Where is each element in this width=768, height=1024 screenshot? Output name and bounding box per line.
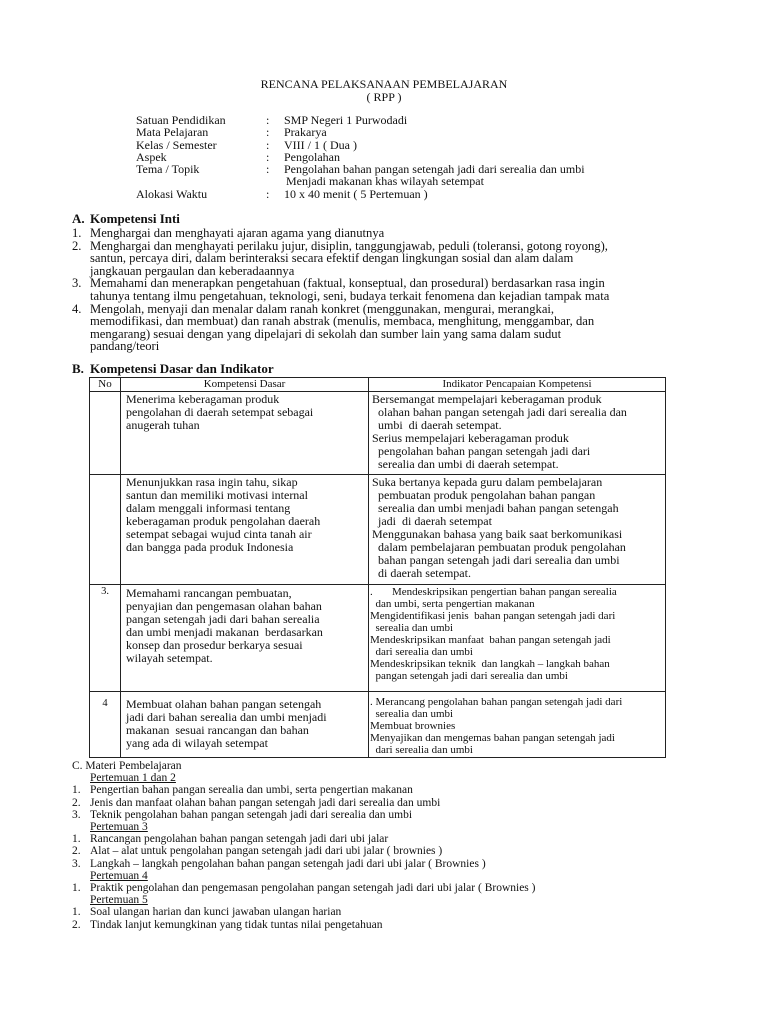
list-item [72,227,678,240]
cell-line: . Mendeskripsikan pengertian bahan pangan serealia [370,586,617,598]
cell-line: Serius mempelajari keberagaman produk [372,431,569,445]
cell-line: pengolahan di daerah setempat sebagai [126,405,314,419]
table-row-number: 3. [101,586,109,597]
list-item [72,809,672,821]
cell-line: konsep dan prosedur berkarya sesuai [126,638,303,652]
table-header-indikator: Indikator Pencapaian Kompetensi [442,378,592,390]
list-text: Soal ulangan harian dan kunci jawaban ulangan harian [90,906,342,919]
identity-colon: : [266,186,270,201]
list-number: 1. [72,833,81,846]
identity-colon: : [266,137,270,152]
list-text: Jenis dan manfaat olahan bahan pangan setengah jadi dari serealia dan umbi [90,796,441,809]
cell-line: serealia dan umbi menjadi bahan pangan setengah [372,501,619,515]
list-number: 2. [72,796,81,809]
cell-line: Menyajikan dan mengemas bahan pangan setengah jadi [370,732,615,744]
table-cell-kd [126,698,327,750]
list-item [72,858,672,870]
table-divider [90,691,665,692]
table-divider [90,584,665,585]
list-number: 2. [72,238,82,253]
table-cell-indikator [370,696,622,756]
cell-line: penyajian dan pengemasan olahan bahan [126,599,322,613]
list-number: 2. [72,918,81,931]
cell-line: Mendeskripsikan teknik dan langkah – langkah bahan [370,658,610,670]
cell-line: dari serealia dan umbi [370,646,473,658]
identity-colon: : [266,162,270,177]
list-text: pandang/teori [90,339,160,354]
document-title: RENCANA PELAKSANAAN PEMBELAJARAN [260,77,508,91]
list-item [72,882,672,894]
cell-line: Membuat olahan bahan pangan setengah [126,697,322,711]
cell-line: serealia dan umbi [370,708,454,720]
cell-line: Menunjukkan rasa ingin tahu, sikap [126,475,298,489]
meeting-title: Pertemuan 3 [90,821,148,834]
cell-line: dalam menggali informasi tentang [126,501,291,515]
identity-value: Pengolahan [284,149,340,164]
cell-line: Mengidentifikasi jenis bahan pangan setengah jadi dari [370,610,616,622]
cell-line: dalam pembelajaran pembuatan produk pengolahan [372,540,626,554]
cell-line: pangan setengah jadi dari bahan serealia [126,612,320,626]
materi-pembelajaran [72,760,672,931]
cell-line: Mendeskripsikan manfaat bahan pangan setengah jadi [370,634,611,646]
cell-line: makanan sesuai rancangan dan bahan [126,723,309,737]
cell-line: olahan bahan pangan setengah jadi dari serealia dan [372,405,627,419]
table-header-kd: Kompetensi Dasar [203,378,286,390]
list-text: Tindak lanjut kemungkinan yang tidak tuntas nilai pengetahuan [90,918,383,931]
list-text: santun, percaya diri, dalam berinteraksi secara efektif dengan lingkungan sosial dan alam dalam [90,251,574,266]
identity-value: Pengolahan bahan pangan setengah jadi dari serealia dan umbi [284,162,585,177]
table-row-number: 4 [102,698,108,709]
list-text: mengarang) sesuai dengan yang dipelajari di sekolah dan sumber lain yang sama dalam sudut [90,326,562,341]
cell-line: keberagaman produk pengolahan daerah [126,514,321,528]
list-item [72,845,672,857]
cell-line: wilayah setempat. [126,651,213,665]
list-text: Menghargai dan menghayati perilaku jujur, disiplin, tanggungjawab, peduli (toleransi, gotong royong), [90,238,608,253]
identity-label: Satuan Pendidikan [136,113,226,127]
cell-line: Suka bertanya kepada guru dalam pembelajaran [372,475,603,489]
list-text: jangkauan pergaulan dan keberadaannya [90,263,295,278]
identity-label: Tema / Topik [136,162,200,177]
list-item [72,303,678,353]
cell-line: serealia dan umbi di daerah setempat. [372,457,559,471]
list-number: 1. [72,906,81,919]
identity-label: Kelas / Semester [136,137,217,152]
list-text: memodifikasi, dan membuat) dan ranah abstrak (menulis, membaca, menghitung, menggambar, dan [90,314,595,329]
list-text: Langkah – langkah pengolahan bahan pangan setengah jadi dari ubi jalar ( Brownies ) [90,857,486,870]
list-number: 3. [72,276,82,291]
section-title: Kompetensi Dasar dan Indikator [90,361,274,376]
list-text: Teknik pengolahan bahan pangan setengah jadi dari serealia dan umbi [90,808,413,821]
kompetensi-table [89,377,666,758]
list-text: Mengolah, menyaji dan menalar dalam ranah konkret (menggunakan, mengurai, merangkai, [90,301,555,316]
list-text: Pengertian bahan pangan serealia dan umbi, serta pengertian makanan [90,784,413,797]
cell-line: bahan pangan setengah jadi dari serealia dan umbi [372,553,620,567]
identity-value: VIII / 1 ( Dua ) [284,137,357,152]
section-b-heading [72,362,274,376]
list-number: 3. [72,857,81,870]
cell-line: serealia dan umbi [370,622,454,634]
list-text: Menghargai dan menghayati ajaran agama yang dianutnya [90,226,385,240]
table-cell-indikator [370,586,617,682]
list-text: Alat – alat untuk pengolahan pangan setengah jadi dari ubi jalar ( brownies ) [90,845,443,858]
cell-line: jadi dari bahan serealia dan umbi menjadi [126,710,327,724]
cell-line: Bersemangat mempelajari keberagaman produk [372,392,602,406]
identity-colon: : [266,149,270,164]
cell-line: Menggunakan bahasa yang baik saat berkomunikasi [372,527,623,541]
list-text: Praktik pengolahan dan pengemasan pengolahan pangan setengah jadi dari ubi jalar ( Brownies ) [90,882,536,895]
list-item [72,919,672,931]
cell-line: dari serealia dan umbi [370,744,473,756]
section-c-heading: C. Materi Pembelajaran [72,760,182,772]
list-number: 3. [72,808,81,821]
cell-line: santun dan memiliki motivasi internal [126,488,308,502]
list-item [72,833,672,845]
section-title: Kompetensi Inti [90,211,180,226]
cell-line: anugerah tuhan [126,418,200,432]
table-divider [368,378,369,757]
cell-line: jadi di daerah setempat [372,514,492,528]
cell-line: setempat sebagai wujud cinta tanah air [126,527,312,541]
cell-line: . Merancang pengolahan bahan pangan setengah jadi dari [370,696,623,708]
list-text: Memahami dan menerapkan pengetahuan (faktual, konseptual, dan prosedural) berdasarkan rasa ingin [90,276,605,291]
list-item [72,240,678,278]
identity-label: Alokasi Waktu [136,186,208,201]
cell-line: Memahami rancangan pembuatan, [126,586,292,600]
list-item [72,784,672,796]
identity-value: Prakarya [284,125,327,140]
identity-value: Menjadi makanan khas wilayah setempat [286,174,484,189]
cell-line: pembuatan produk pengolahan bahan pangan [372,488,596,502]
section-letter: A. [72,211,85,226]
table-header-no: No [98,378,112,390]
meeting-title: Pertemuan 5 [90,894,148,907]
cell-line: di daerah setempat. [372,566,471,580]
list-text: tahunya tentang ilmu pengetahuan, teknologi, seni, budaya terkait fenomena dan kejadian tampak mata [90,288,610,303]
list-text: Rancangan pengolahan bahan pangan setengah jadi dari ubi jalar [90,833,389,846]
identity-colon: : [266,113,270,127]
list-number: 4. [72,301,82,316]
identity-label: Aspek [136,149,167,164]
list-item [72,797,672,809]
table-cell-indikator [372,393,627,471]
cell-line: umbi di daerah setempat. [372,418,502,432]
cell-line: pengolahan bahan pangan setengah jadi dari [372,444,591,458]
identity-colon: : [266,125,270,140]
table-cell-kd [126,393,313,432]
meeting-title: Pertemuan 1 dan 2 [90,772,176,785]
identity-value: SMP Negeri 1 Purwodadi [284,113,408,127]
cell-line: dan umbi, serta pengertian makanan [370,598,535,610]
list-item [72,277,678,302]
cell-line: dan umbi menjadi makanan berdasarkan [126,625,323,639]
table-cell-kd [126,476,320,554]
table-cell-kd [126,587,323,665]
list-item [72,906,672,918]
section-a-heading [72,212,180,226]
list-number: 1. [72,882,81,895]
cell-line: Menerima keberagaman produk [126,392,280,406]
cell-line: dan bangga pada produk Indonesia [126,540,294,554]
cell-line: pangan setengah jadi dari serealia dan umbi [370,670,568,682]
list-number: 1. [72,226,82,240]
table-divider [120,378,121,757]
document-subtitle: ( RPP ) [366,90,402,104]
cell-line: yang ada di wilayah setempat [126,736,268,750]
table-cell-indikator [372,476,626,580]
identity-label: Mata Pelajaran [136,125,209,140]
list-number: 1. [72,784,81,797]
list-number: 2. [72,845,81,858]
identity-value: 10 x 40 menit ( 5 Pertemuan ) [284,186,428,201]
kompetensi-inti-list [72,227,678,353]
meeting-title: Pertemuan 4 [90,869,148,882]
section-letter: B. [72,361,84,376]
cell-line: Membuat brownies [370,720,456,732]
